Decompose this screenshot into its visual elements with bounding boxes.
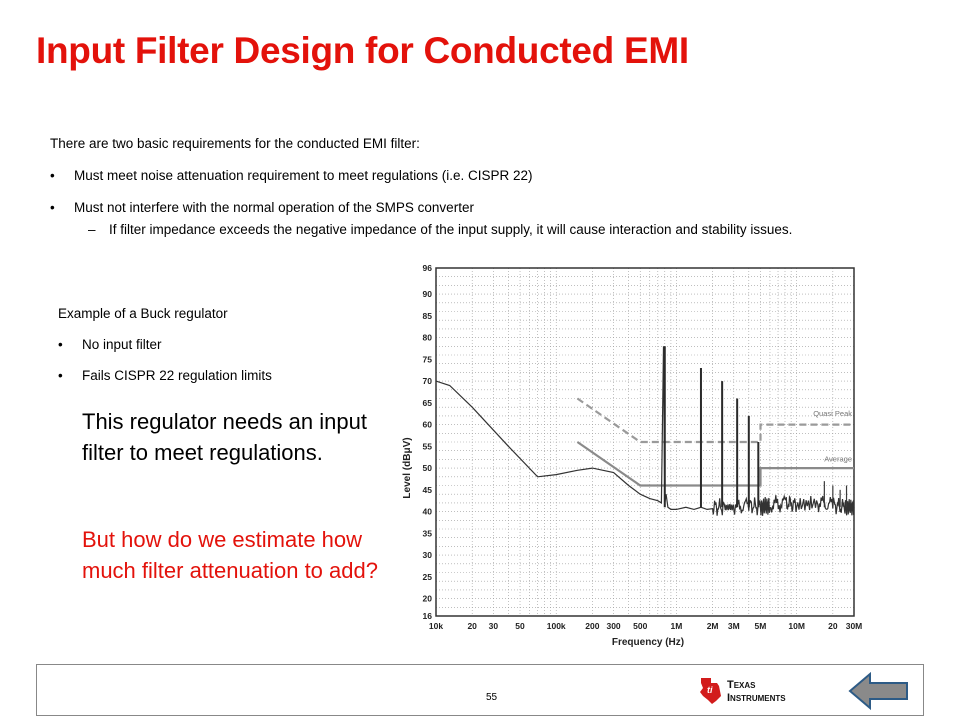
emi-spectrum-chart: [398, 258, 868, 658]
sub-bullet-dash: –: [88, 222, 96, 237]
y-tick-label: 25: [422, 571, 432, 582]
x-tick-label: 300: [606, 621, 621, 631]
annotation-average: Average: [824, 454, 852, 464]
y-axis-label: Level (dBμV): [402, 437, 413, 499]
logo-word-instruments: Instruments: [727, 692, 786, 704]
page-number: 55: [486, 692, 498, 703]
series-average-limit: [577, 442, 854, 486]
example-title: Example of a Buck regulator: [58, 306, 228, 321]
y-tick-label: 50: [422, 463, 432, 474]
y-tick-label: 16: [422, 611, 432, 621]
x-tick-label: 30: [488, 621, 499, 631]
example-bullet-no-filter: [58, 337, 162, 352]
x-axis-label: Frequency (Hz): [611, 637, 685, 648]
y-tick-label: 55: [422, 441, 432, 452]
ti-logo: [697, 674, 817, 711]
y-tick-label: 35: [422, 528, 432, 539]
x-tick-label: 200: [585, 621, 600, 631]
intro-text: There are two basic requirements for the conducted EMI filter:: [50, 136, 420, 151]
x-tick-label: 10M: [788, 621, 805, 631]
bullet-smps: [50, 200, 474, 215]
bullet-dot: •: [58, 368, 63, 383]
x-tick-label: 20: [467, 621, 477, 631]
bullet-dot: •: [50, 168, 55, 183]
x-tick-labels: [429, 621, 862, 631]
x-tick-label: 1M: [670, 621, 683, 631]
x-tick-label: 3M: [727, 621, 740, 631]
y-tick-label: 80: [422, 332, 432, 343]
bullet-regulations: [50, 168, 533, 183]
y-tick-labels: [423, 263, 433, 621]
bullet-text: No input filter: [82, 337, 162, 352]
statement-text: This regulator needs an input filter to meet regulations.: [82, 409, 367, 465]
x-tick-label: 100k: [546, 621, 566, 631]
logo-word-texas: Texas: [727, 679, 756, 691]
y-tick-label: 75: [422, 354, 432, 365]
question-text: But how do we estimate how much filter attenuation to add?: [82, 527, 378, 583]
bullet-text: Fails CISPR 22 regulation limits: [82, 368, 272, 383]
example-bullet-fails: [58, 368, 272, 383]
x-tick-label: 500: [633, 621, 648, 631]
x-tick-label: 30M: [845, 621, 863, 631]
bullet-text: Must not interfere with the normal operation of the SMPS converter: [74, 200, 474, 215]
x-tick-label: 2M: [706, 621, 719, 631]
x-tick-label: 5M: [754, 621, 767, 631]
x-tick-label: 50: [515, 621, 525, 631]
svg-text:ti: ti: [707, 685, 713, 695]
bullet-dot: •: [58, 337, 63, 352]
x-tick-label: 20: [828, 621, 838, 631]
back-arrow-button[interactable]: [848, 671, 910, 716]
bullet-text: Must meet noise attenuation requirement to meet regulations (i.e. CISPR 22): [74, 168, 533, 183]
left-arrow-icon: [850, 674, 907, 708]
series-quasi-peak-limit: [577, 399, 854, 443]
slide-title: Input Filter Design for Conducted EMI: [36, 30, 689, 71]
y-tick-label: 40: [422, 506, 432, 517]
y-tick-label: 70: [422, 376, 432, 387]
x-tick-label: 10k: [428, 621, 444, 631]
annotation-quasi-peak: Quasi Peak: [813, 408, 852, 418]
y-tick-label: 90: [422, 289, 432, 300]
y-tick-label: 45: [422, 484, 432, 495]
bullet-dot: •: [50, 200, 55, 215]
y-tick-label: 96: [422, 263, 432, 273]
y-tick-label: 85: [422, 310, 432, 321]
y-tick-label: 20: [422, 593, 432, 604]
y-tick-label: 65: [422, 397, 432, 408]
y-tick-label: 30: [422, 550, 432, 561]
sub-bullet-text: If filter impedance exceeds the negative impedance of the input supply, it will cause interaction and stability issues.: [109, 222, 793, 237]
y-tick-label: 60: [422, 419, 432, 430]
